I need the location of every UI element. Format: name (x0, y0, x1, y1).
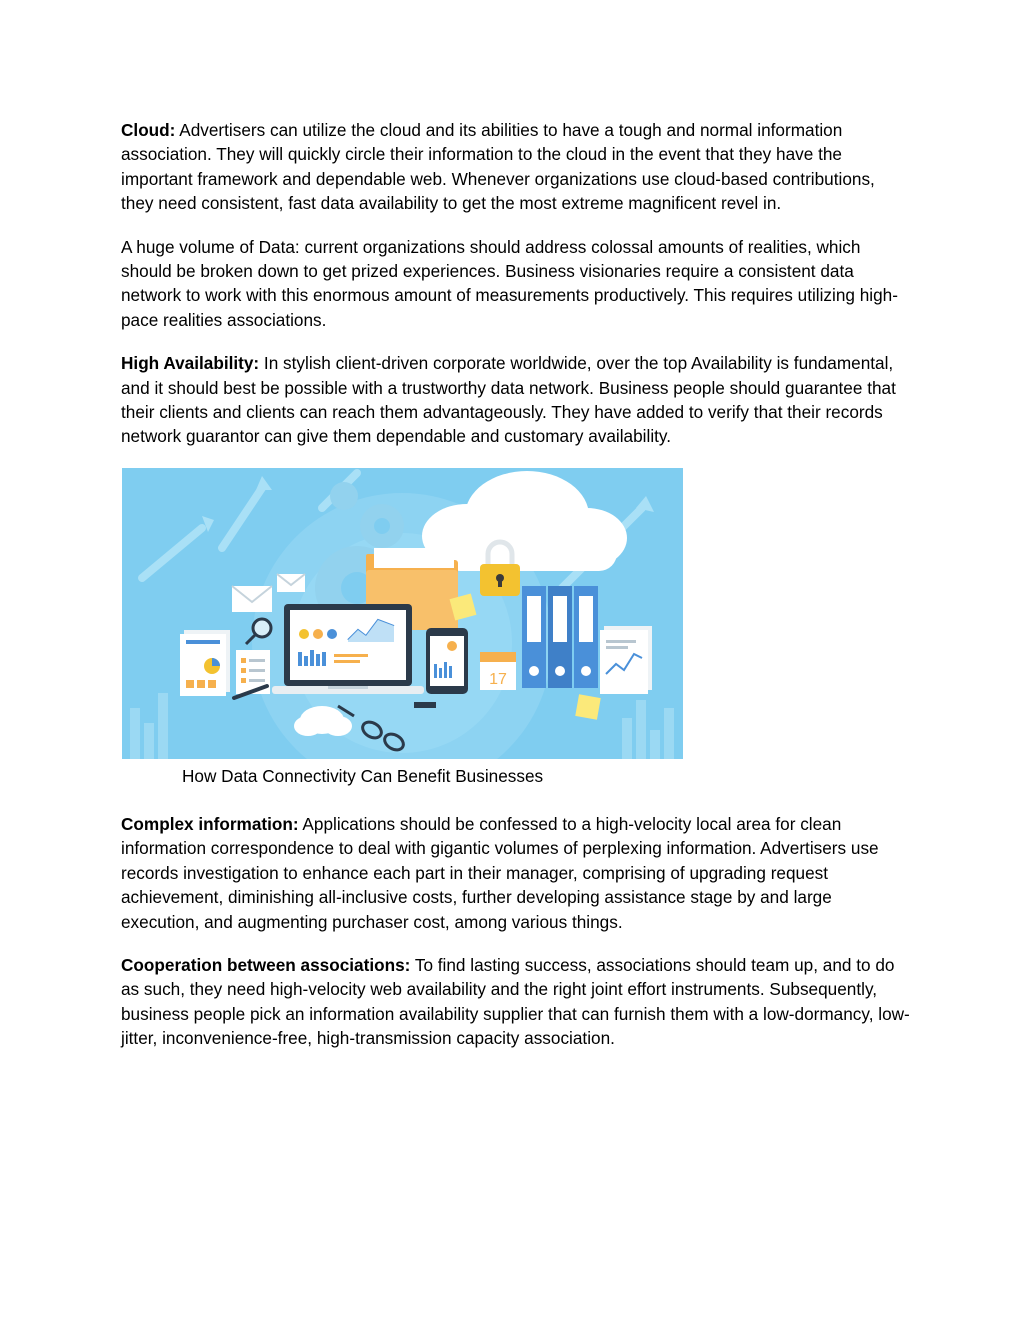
laptop-icon (272, 604, 424, 694)
paragraph-huge-volume (121, 235, 911, 333)
paragraph-label: Cloud: (121, 120, 176, 140)
paragraph-label: High Availability: (121, 353, 260, 374)
binders-icon (522, 586, 598, 688)
report-document-icon (600, 626, 652, 694)
paragraph-text: A huge volume of Data: current organizations should address colossal amounts of realities, which should be broken down to get prized experiences. Business visionaries require a consistent data network to work with this enormous amount of measurements productively. This requires utilizing high-pace realities associations. (121, 236, 898, 330)
usb-stick-icon (414, 702, 436, 708)
paragraph-text: To find lasting success, associations should team up, and to do as such, they need high-velocity web availability and the right joint effort instruments. Subsequently, business people pick an information availability supplier that can furnish them with a low-dormancy, low-jitter, inconvenience-free, high-transmission capacity association. (121, 954, 910, 1049)
smartphone-icon (426, 628, 468, 694)
paragraph-label: Cooperation between associations: (121, 954, 411, 975)
paragraph-cloud (121, 118, 911, 216)
calendar-number: 17 (489, 670, 507, 688)
data-connectivity-illustration (122, 468, 683, 759)
calendar-icon (480, 652, 516, 690)
paragraph-label: Complex information: (121, 813, 299, 834)
paragraph-cooperation (121, 953, 911, 1051)
paragraph-text: In stylish client-driven corporate worldwide, over the top Availability is fundamental, and it should best be possible with a trustworthy data network. Business people should guarantee that their clients and clients can reach them advantageously. They have added to verify that their records network guarantor can give them dependable and customary availability. (121, 353, 896, 447)
paragraph-high-availability (121, 351, 911, 449)
paragraph-complex-information (121, 812, 911, 934)
chart-document-icon (180, 630, 230, 696)
paragraph-text: Advertisers can utilize the cloud and its abilities to have a tough and normal information association. They will quickly circle their information to the cloud in the event that they have the important framework and dependable web. Whenever organizations use cloud-based contributions, they need consistent, fast data availability to get the most extreme magnificent revel in. (121, 120, 875, 214)
document-page (121, 118, 911, 1070)
paragraph-text: Applications should be confessed to a high-velocity local area for clean information correspondence to deal with gigantic volumes of perplexing information. Advertisers use records investigation to enhance each part in their manager, comprising of upgrading request achievement, diminishing all-inclusive costs, further developing assistance stage by and large execution, and augmenting purchaser cost, among various things. (121, 813, 879, 932)
figure-caption: How Data Connectivity Can Benefit Businesses (182, 765, 544, 786)
